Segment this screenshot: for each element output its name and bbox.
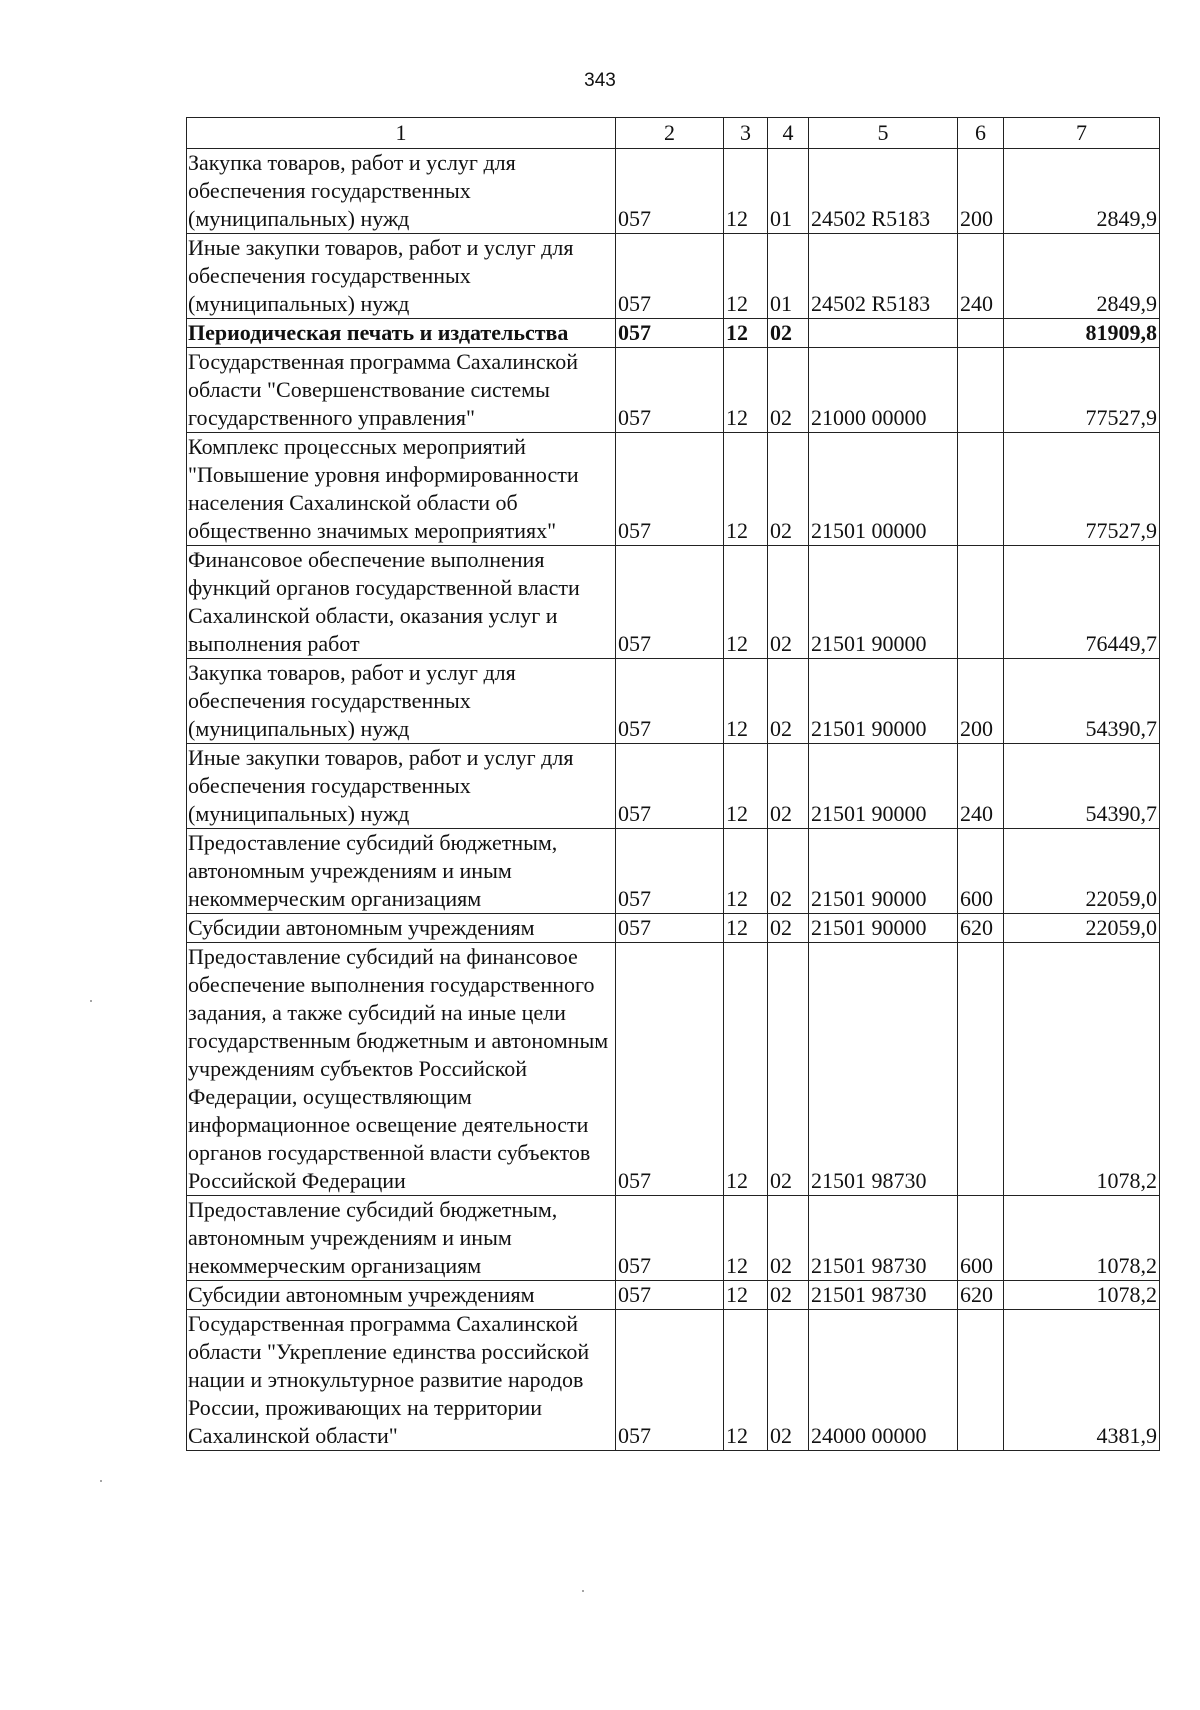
vr-code-cell: [958, 943, 1004, 1196]
table-row: [187, 914, 1160, 943]
csr-code-cell: 24000 00000: [809, 1310, 958, 1451]
amount-cell: 54390,7: [1004, 659, 1160, 744]
amount-cell: 1078,2: [1004, 1196, 1160, 1281]
pr-code-cell: 01: [768, 149, 809, 234]
row-name-cell: Субсидии автономным учреждениям: [187, 914, 616, 943]
amount-cell: 2849,9: [1004, 234, 1160, 319]
pr-code-cell: 02: [768, 914, 809, 943]
row-name-cell: Закупка товаров, работ и услуг для обеспечения государственных (муниципальных) нужд: [187, 149, 616, 234]
table-row: [187, 1281, 1160, 1310]
vr-code-cell: 620: [958, 1281, 1004, 1310]
vr-code-cell: [958, 433, 1004, 546]
table-row: [187, 149, 1160, 234]
row-name-cell: Иные закупки товаров, работ и услуг для обеспечения государственных (муниципальных) нужд: [187, 744, 616, 829]
header-col-2: 2: [616, 118, 724, 149]
csr-code-cell: 21501 98730: [809, 943, 958, 1196]
row-name-cell: Государственная программа Сахалинской области "Совершенствование системы государственного управления": [187, 348, 616, 433]
table-header-row: [187, 118, 1160, 149]
table-row: [187, 744, 1160, 829]
pr-code-cell: 02: [768, 1310, 809, 1451]
vr-code-cell: 240: [958, 744, 1004, 829]
vr-code-cell: 600: [958, 1196, 1004, 1281]
table-row: [187, 1310, 1160, 1451]
vr-code-cell: [958, 319, 1004, 348]
scan-speck: [100, 1480, 102, 1482]
pr-code-cell: 01: [768, 234, 809, 319]
gr-code-cell: 057: [616, 149, 724, 234]
csr-code-cell: 21501 90000: [809, 914, 958, 943]
rz-code-cell: 12: [724, 234, 768, 319]
pr-code-cell: 02: [768, 1196, 809, 1281]
csr-code-cell: 24502 R5183: [809, 149, 958, 234]
scan-speck: [90, 1000, 92, 1002]
vr-code-cell: 200: [958, 659, 1004, 744]
gr-code-cell: 057: [616, 234, 724, 319]
csr-code-cell: 21501 90000: [809, 744, 958, 829]
rz-code-cell: 12: [724, 1310, 768, 1451]
csr-code-cell: 21000 00000: [809, 348, 958, 433]
gr-code-cell: 057: [616, 1281, 724, 1310]
rz-code-cell: 12: [724, 659, 768, 744]
rz-code-cell: 12: [724, 829, 768, 914]
amount-cell: 2849,9: [1004, 149, 1160, 234]
csr-code-cell: [809, 319, 958, 348]
csr-code-cell: 21501 90000: [809, 546, 958, 659]
amount-cell: 81909,8: [1004, 319, 1160, 348]
gr-code-cell: 057: [616, 914, 724, 943]
row-name-cell: Предоставление субсидий бюджетным, автономным учреждениям и иным некоммерческим организациям: [187, 829, 616, 914]
pr-code-cell: 02: [768, 1281, 809, 1310]
row-name-cell: Финансовое обеспечение выполнения функций органов государственной власти Сахалинской области, оказания услуг и выполнения работ: [187, 546, 616, 659]
csr-code-cell: 21501 98730: [809, 1196, 958, 1281]
vr-code-cell: [958, 1310, 1004, 1451]
vr-code-cell: 200: [958, 149, 1004, 234]
header-col-7: 7: [1004, 118, 1160, 149]
rz-code-cell: 12: [724, 546, 768, 659]
budget-table: [186, 117, 1160, 1451]
amount-cell: 76449,7: [1004, 546, 1160, 659]
header-col-4: 4: [768, 118, 809, 149]
amount-cell: 77527,9: [1004, 348, 1160, 433]
gr-code-cell: 057: [616, 319, 724, 348]
pr-code-cell: 02: [768, 829, 809, 914]
gr-code-cell: 057: [616, 744, 724, 829]
amount-cell: 22059,0: [1004, 914, 1160, 943]
pr-code-cell: 02: [768, 319, 809, 348]
table-row: [187, 319, 1160, 348]
pr-code-cell: 02: [768, 744, 809, 829]
table-row: [187, 829, 1160, 914]
table-row: [187, 348, 1160, 433]
table-row: [187, 546, 1160, 659]
header-col-1: 1: [187, 118, 616, 149]
gr-code-cell: 057: [616, 829, 724, 914]
gr-code-cell: 057: [616, 659, 724, 744]
vr-code-cell: 600: [958, 829, 1004, 914]
rz-code-cell: 12: [724, 1281, 768, 1310]
row-name-cell: Предоставление субсидий на финансовое обеспечение выполнения государственного задания, а также субсидий на иные цели государственным бюджетным и автономным учреждениям субъектов Российской Федерации, осуществляющим информационное освещение деятельности органов государственной власти субъектов Российской Федерации: [187, 943, 616, 1196]
pr-code-cell: 02: [768, 433, 809, 546]
rz-code-cell: 12: [724, 433, 768, 546]
scan-speck: [582, 1590, 584, 1592]
table-row: [187, 433, 1160, 546]
table-row: [187, 943, 1160, 1196]
row-name-cell: Государственная программа Сахалинской области "Укрепление единства российской нации и этнокультурное развитие народов России, проживающих на территории Сахалинской области": [187, 1310, 616, 1451]
gr-code-cell: 057: [616, 1196, 724, 1281]
gr-code-cell: 057: [616, 1310, 724, 1451]
vr-code-cell: [958, 546, 1004, 659]
row-name-cell: Предоставление субсидий бюджетным, автономным учреждениям и иным некоммерческим организациям: [187, 1196, 616, 1281]
csr-code-cell: 21501 98730: [809, 1281, 958, 1310]
row-name-cell: Комплекс процессных мероприятий "Повышение уровня информированности населения Сахалинской области об общественно значимых мероприятиях": [187, 433, 616, 546]
amount-cell: 77527,9: [1004, 433, 1160, 546]
header-col-5: 5: [809, 118, 958, 149]
vr-code-cell: [958, 348, 1004, 433]
gr-code-cell: 057: [616, 943, 724, 1196]
amount-cell: 22059,0: [1004, 829, 1160, 914]
row-name-cell: Иные закупки товаров, работ и услуг для обеспечения государственных (муниципальных) нужд: [187, 234, 616, 319]
rz-code-cell: 12: [724, 1196, 768, 1281]
gr-code-cell: 057: [616, 348, 724, 433]
pr-code-cell: 02: [768, 943, 809, 1196]
vr-code-cell: 240: [958, 234, 1004, 319]
rz-code-cell: 12: [724, 348, 768, 433]
gr-code-cell: 057: [616, 546, 724, 659]
header-col-3: 3: [724, 118, 768, 149]
rz-code-cell: 12: [724, 943, 768, 1196]
row-name-cell: Субсидии автономным учреждениям: [187, 1281, 616, 1310]
gr-code-cell: 057: [616, 433, 724, 546]
vr-code-cell: 620: [958, 914, 1004, 943]
amount-cell: 1078,2: [1004, 943, 1160, 1196]
rz-code-cell: 12: [724, 914, 768, 943]
table-row: [187, 659, 1160, 744]
row-name-cell: Закупка товаров, работ и услуг для обеспечения государственных (муниципальных) нужд: [187, 659, 616, 744]
table-row: [187, 1196, 1160, 1281]
amount-cell: 54390,7: [1004, 744, 1160, 829]
amount-cell: 1078,2: [1004, 1281, 1160, 1310]
table-row: [187, 234, 1160, 319]
amount-cell: 4381,9: [1004, 1310, 1160, 1451]
table-body: [187, 149, 1160, 1451]
csr-code-cell: 21501 90000: [809, 659, 958, 744]
csr-code-cell: 24502 R5183: [809, 234, 958, 319]
page-number: 343: [584, 70, 616, 91]
row-name-cell: Периодическая печать и издательства: [187, 319, 616, 348]
rz-code-cell: 12: [724, 149, 768, 234]
header-col-6: 6: [958, 118, 1004, 149]
pr-code-cell: 02: [768, 659, 809, 744]
csr-code-cell: 21501 00000: [809, 433, 958, 546]
pr-code-cell: 02: [768, 546, 809, 659]
csr-code-cell: 21501 90000: [809, 829, 958, 914]
rz-code-cell: 12: [724, 319, 768, 348]
pr-code-cell: 02: [768, 348, 809, 433]
rz-code-cell: 12: [724, 744, 768, 829]
